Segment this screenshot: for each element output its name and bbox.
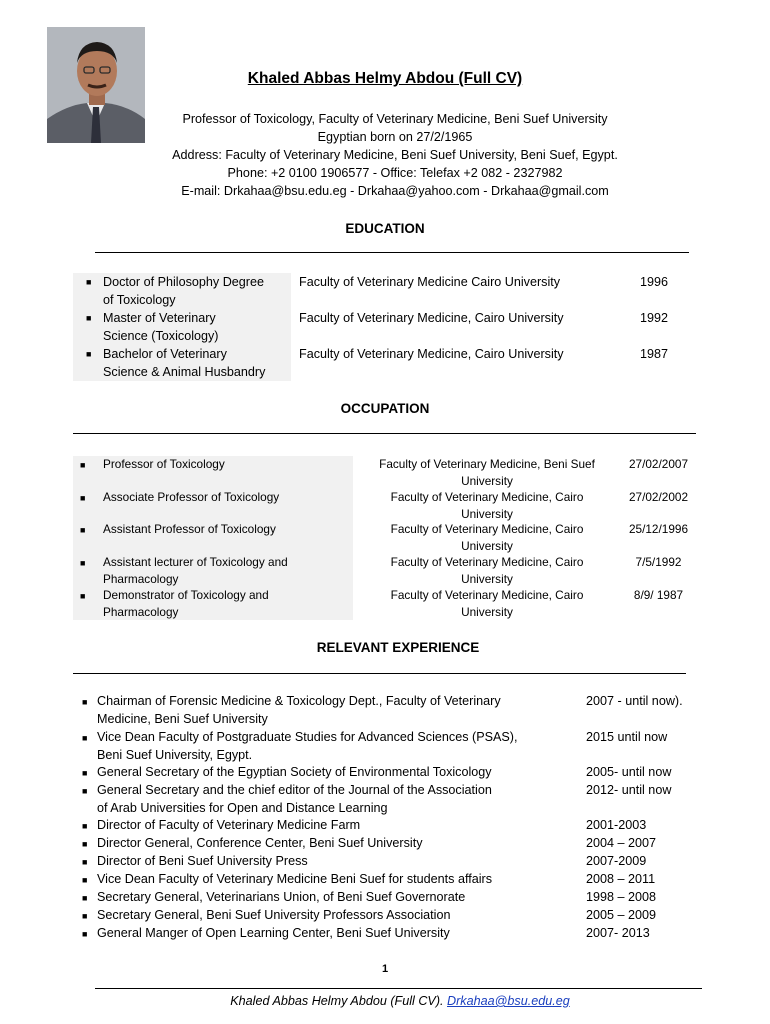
bullet-icon: ■	[82, 857, 88, 867]
occupation-institution: Faculty of Veterinary Medicine, Cairo University	[390, 490, 584, 521]
experience-text: Vice Dean Faculty of Postgraduate Studies for Advanced Sciences (PSAS), Beni Suef University, Egypt.	[97, 730, 518, 762]
education-title: EDUCATION	[345, 221, 425, 236]
bullet-icon: ■	[82, 821, 88, 831]
footer-rule	[95, 988, 702, 989]
bullet-icon: ■	[86, 277, 92, 287]
experience-text: General Secretary and the chief editor of the Journal of the Association of Arab Universities for Open and Distance Learning	[97, 783, 492, 815]
experience-period: 2008 – 2011	[586, 872, 656, 886]
page-number: 1	[381, 963, 389, 975]
experience-period: 2015 until now	[586, 730, 668, 744]
footer-text: Khaled Abbas Helmy Abdou (Full CV).	[230, 994, 444, 1008]
education-institution: Faculty of Veterinary Medicine, Cairo University	[299, 311, 564, 325]
bullet-icon: ■	[82, 786, 88, 796]
header-phone-line: Phone: +2 0100 1906577 - Office: Telefax +2 082 - 2327982	[227, 166, 563, 180]
header-address-line: Address: Faculty of Veterinary Medicine, Beni Suef University, Beni Suef, Egypt.	[172, 148, 618, 162]
experience-text: Secretary General, Veterinarians Union, of Beni Suef Governorate	[97, 890, 466, 904]
occupation-date: 27/02/2002	[628, 490, 689, 504]
occupation-date: 27/02/2007	[628, 457, 689, 471]
experience-period: 2005- until now	[586, 765, 672, 779]
education-degree: Doctor of Philosophy Degree of Toxicology	[103, 275, 265, 307]
footer	[0, 994, 770, 1008]
experience-text: Director General, Conference Center, Beni Suef University	[97, 836, 423, 850]
bullet-icon: ■	[80, 460, 86, 470]
experience-text: Director of Beni Suef University Press	[97, 854, 308, 868]
bullet-icon: ■	[82, 839, 88, 849]
experience-period: 2005 – 2009	[586, 908, 657, 922]
education-degree: Master of Veterinary Science (Toxicology)	[103, 311, 219, 343]
experience-rule	[73, 673, 686, 674]
experience-text: Secretary General, Beni Suef University Professors Association	[97, 908, 451, 922]
occupation-date: 8/9/ 1987	[633, 588, 684, 602]
occupation-position: Associate Professor of Toxicology	[103, 490, 280, 504]
occupation-rule	[73, 433, 696, 434]
occupation-institution: Faculty of Veterinary Medicine, Cairo University	[390, 588, 584, 619]
education-year: 1996	[640, 275, 669, 289]
experience-title: RELEVANT EXPERIENCE	[316, 640, 480, 655]
experience-period: 2007- 2013	[586, 926, 650, 940]
bullet-icon: ■	[82, 893, 88, 903]
header-title-line: Professor of Toxicology, Faculty of Veterinary Medicine, Beni Suef University	[182, 112, 608, 126]
occupation-position: Assistant lecturer of Toxicology and Pharmacology	[103, 555, 288, 586]
experience-period: 2001-2003	[586, 818, 647, 832]
bullet-icon: ■	[80, 525, 86, 535]
occupation-institution: Faculty of Veterinary Medicine, Beni Suef University	[379, 457, 595, 488]
bullet-icon: ■	[86, 349, 92, 359]
header-birth-line: Egyptian born on 27/2/1965	[317, 130, 473, 144]
bullet-icon: ■	[82, 911, 88, 921]
bullet-icon: ■	[82, 697, 88, 707]
header-email-line: E-mail: Drkahaa@bsu.edu.eg - Drkahaa@yahoo.com - Drkahaa@gmail.com	[181, 184, 609, 198]
occupation-position: Professor of Toxicology	[103, 457, 225, 471]
education-institution: Faculty of Veterinary Medicine Cairo University	[299, 275, 561, 289]
experience-text: Vice Dean Faculty of Veterinary Medicine Beni Suef for students affairs	[97, 872, 493, 886]
footer-email-link[interactable]: Drkahaa@bsu.edu.eg	[447, 994, 570, 1008]
experience-text: Director of Faculty of Veterinary Medicine Farm	[97, 818, 361, 832]
experience-text: Chairman of Forensic Medicine & Toxicology Dept., Faculty of Veterinary Medicine, Beni Suef University	[97, 694, 501, 726]
experience-period: 2012- until now	[586, 783, 672, 797]
experience-period: 2004 – 2007	[586, 836, 657, 850]
education-year: 1987	[640, 347, 669, 361]
occupation-position: Demonstrator of Toxicology and Pharmacology	[103, 588, 269, 619]
bullet-icon: ■	[86, 313, 92, 323]
bullet-icon: ■	[82, 733, 88, 743]
experience-text: General Manger of Open Learning Center, Beni Suef University	[97, 926, 450, 940]
bullet-icon: ■	[80, 493, 86, 503]
education-year: 1992	[640, 311, 669, 325]
occupation-title: OCCUPATION	[340, 401, 430, 416]
bullet-icon: ■	[82, 929, 88, 939]
education-rule	[95, 252, 689, 253]
experience-text: General Secretary of the Egyptian Society of Environmental Toxicology	[97, 765, 492, 779]
occupation-date: 7/5/1992	[635, 555, 682, 569]
occupation-institution: Faculty of Veterinary Medicine, Cairo University	[390, 555, 584, 586]
bullet-icon: ■	[82, 875, 88, 885]
bullet-icon: ■	[80, 558, 86, 568]
occupation-institution: Faculty of Veterinary Medicine, Cairo University	[390, 522, 584, 553]
experience-period: 1998 – 2008	[586, 890, 657, 904]
bullet-icon: ■	[82, 768, 88, 778]
education-institution: Faculty of Veterinary Medicine, Cairo University	[299, 347, 564, 361]
occupation-date: 25/12/1996	[628, 522, 689, 536]
experience-period: 2007 - until now).	[586, 694, 683, 708]
experience-period: 2007-2009	[586, 854, 647, 868]
cv-name: Khaled Abbas Helmy Abdou (Full CV)	[247, 70, 523, 87]
header-info	[0, 110, 770, 200]
bullet-icon: ■	[80, 591, 86, 601]
occupation-position: Assistant Professor of Toxicology	[103, 522, 276, 536]
education-degree: Bachelor of Veterinary Science & Animal Husbandry	[103, 347, 266, 379]
